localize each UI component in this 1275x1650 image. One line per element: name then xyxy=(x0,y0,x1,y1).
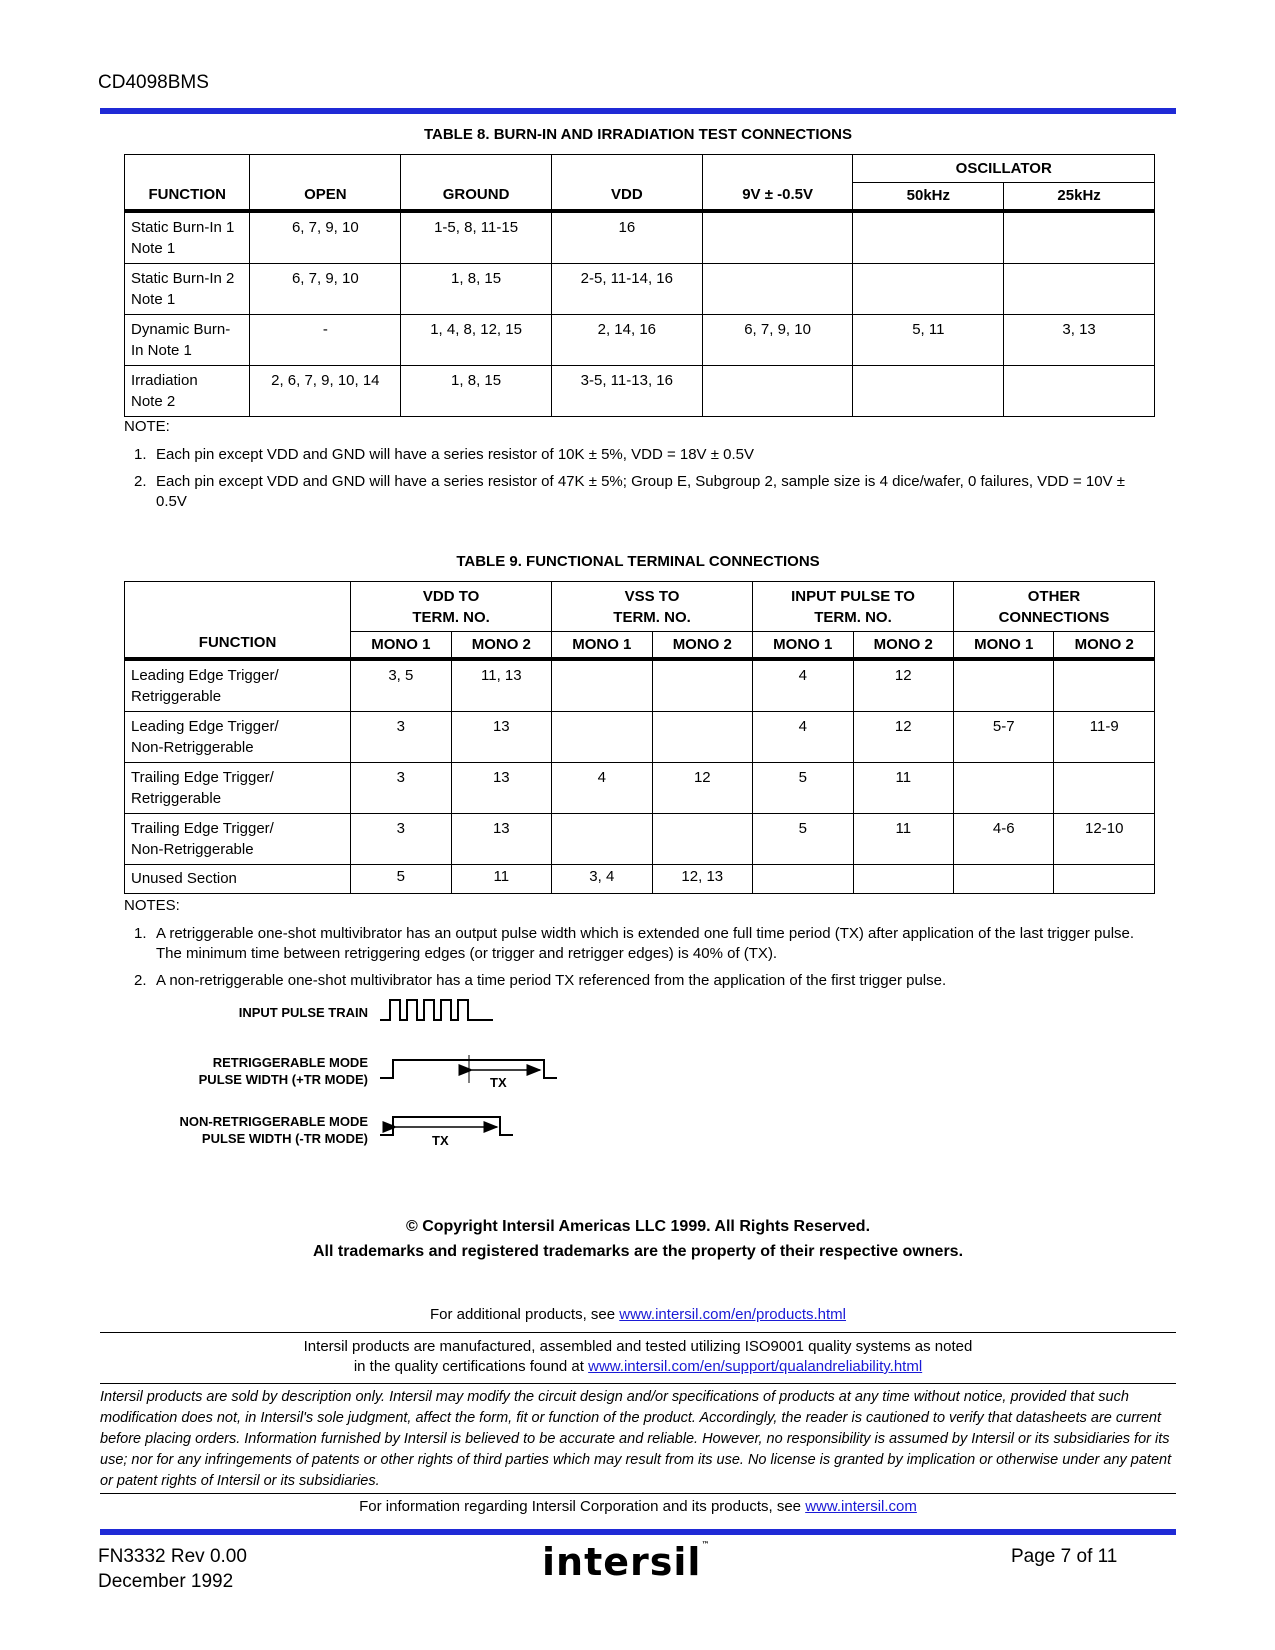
table9-cell-function: Unused Section xyxy=(125,864,351,893)
table9-title: TABLE 9. FUNCTIONAL TERMINAL CONNECTIONS xyxy=(456,553,820,570)
table9-cell: 11 xyxy=(853,762,953,813)
input-pulse-train-label: INPUT PULSE TRAIN xyxy=(238,1005,368,1020)
table8-cell-function: Dynamic Burn- In Note 1 xyxy=(125,314,250,365)
table8-note-2: Each pin except VDD and GND will have a series resistor of 47K ± 5%; Group E, Subgroup 2, sample size is 4 dice/wafer, 0 failures, VDD = 10V ± 0.5V xyxy=(156,473,1126,510)
table8-cell-50khz xyxy=(853,365,1004,416)
table9-header-mono2: MONO 2 xyxy=(853,632,953,659)
input-pulse-waveform xyxy=(380,1000,493,1020)
retrig-tx-label: TX xyxy=(490,1075,507,1090)
table-row xyxy=(125,365,1155,416)
table9-cell-function: Trailing Edge Trigger/ Retriggerable xyxy=(125,762,351,813)
page-number: Page 7 of 11 xyxy=(1011,1546,1118,1567)
table9-cell: 11 xyxy=(853,813,953,864)
table-row xyxy=(125,711,1155,762)
info-line: For information regarding Intersil Corporation and its products, see www.intersil.com xyxy=(359,1498,917,1515)
part-number: CD4098BMS xyxy=(98,72,209,93)
additional-products: For additional products, see www.intersil.com/en/products.html xyxy=(429,1306,847,1323)
table8-note-1: Each pin except VDD and GND will have a series resistor of 10K ± 5%, VDD = 18V ± 0.5V xyxy=(156,446,754,463)
table9-cell xyxy=(552,659,652,712)
table-row xyxy=(125,211,1155,264)
table8-cell-25khz: 3, 13 xyxy=(1004,314,1155,365)
table9-header-vss: VSS TO TERM. NO. xyxy=(552,582,753,632)
table9-cell: 3 xyxy=(351,813,451,864)
iso-statement: Intersil products are manufactured, assembled and tested utilizing ISO9001 quality systems as noted in the quality certifications found at www.intersil.com/en/support/qualandreliability.html xyxy=(303,1338,973,1375)
retriggerable-mode-label: RETRIGGERABLE MODE PULSE WIDTH (+TR MODE) xyxy=(198,1055,368,1087)
table8-cell-9v xyxy=(702,365,853,416)
table9-header-mono1: MONO 1 xyxy=(954,632,1054,659)
table-row xyxy=(125,864,1155,893)
table9-cell: 5-7 xyxy=(954,711,1054,762)
table8-cell-vdd: 3-5, 11-13, 16 xyxy=(551,365,702,416)
table9-cell: 3 xyxy=(351,762,451,813)
table9-cell: 5 xyxy=(351,864,451,893)
table8-header-open: OPEN xyxy=(250,155,401,211)
table8-header-ground: GROUND xyxy=(401,155,552,211)
table8-cell-function: Static Burn-In 1 Note 1 xyxy=(125,211,250,264)
table9-header-mono1: MONO 1 xyxy=(552,632,652,659)
table9-header-mono2: MONO 2 xyxy=(451,632,551,659)
table9-cell: 12 xyxy=(853,659,953,712)
table8-cell-function: Irradiation Note 2 xyxy=(125,365,250,416)
table8-note-2-number: 2. xyxy=(134,473,147,490)
table9-cell xyxy=(954,762,1054,813)
table9-cell: 3 xyxy=(351,711,451,762)
table8-header-25khz: 25kHz xyxy=(1004,183,1155,211)
table9-cell: 12 xyxy=(853,711,953,762)
table9-header-mono1: MONO 1 xyxy=(351,632,451,659)
table9-cell: 11-9 xyxy=(1054,711,1155,762)
table9-cell: 3, 5 xyxy=(351,659,451,712)
nonretrig-tx-label: TX xyxy=(432,1133,449,1148)
products-link[interactable]: www.intersil.com/en/products.html xyxy=(619,1306,847,1323)
copyright: © Copyright Intersil Americas LLC 1999. All Rights Reserved. xyxy=(405,1218,871,1235)
table8-cell-open: 6, 7, 9, 10 xyxy=(250,263,401,314)
table9-note-2-number: 2. xyxy=(134,972,147,989)
table9-cell-function: Trailing Edge Trigger/ Non-Retriggerable xyxy=(125,813,351,864)
table8-cell-vdd: 2, 14, 16 xyxy=(551,314,702,365)
non-retriggerable-mode-label: NON-RETRIGGERABLE MODE PULSE WIDTH (-TR MODE) xyxy=(179,1114,368,1146)
table9-cell: 5 xyxy=(753,762,853,813)
table9-header-other: OTHER CONNECTIONS xyxy=(954,582,1155,632)
doc-date: December 1992 xyxy=(98,1571,234,1592)
table8-cell-ground: 1, 8, 15 xyxy=(401,365,552,416)
table9-header-vdd: VDD TO TERM. NO. xyxy=(351,582,552,632)
table8-cell-50khz xyxy=(853,263,1004,314)
table9 xyxy=(124,581,1155,894)
table-row xyxy=(125,659,1155,712)
table9-cell: 13 xyxy=(451,711,551,762)
table9-cell: 4-6 xyxy=(954,813,1054,864)
footer-rule xyxy=(100,1493,1176,1494)
table8-cell-vdd: 16 xyxy=(551,211,702,264)
table9-cell: 5 xyxy=(753,813,853,864)
doc-number: FN3332 Rev 0.00 xyxy=(98,1546,247,1567)
table9-cell: 12 xyxy=(652,762,752,813)
table8-cell-25khz xyxy=(1004,211,1155,264)
table8-header-9v: 9V ± -0.5V xyxy=(702,155,853,211)
table9-cell xyxy=(1054,659,1155,712)
table8-cell-ground: 1-5, 8, 11-15 xyxy=(401,211,552,264)
table9-cell: 12, 13 xyxy=(652,864,752,893)
quality-link[interactable]: www.intersil.com/en/support/qualandreliability.html xyxy=(588,1358,923,1375)
table8-cell-open: 6, 7, 9, 10 xyxy=(250,211,401,264)
table9-note-heading: NOTES: xyxy=(124,897,180,914)
table-row xyxy=(125,314,1155,365)
table8-header-oscillator: OSCILLATOR xyxy=(853,155,1155,183)
table8-note-heading: NOTE: xyxy=(124,418,170,435)
timing-diagram xyxy=(370,990,570,1150)
table9-cell: 4 xyxy=(552,762,652,813)
intersil-link[interactable]: www.intersil.com xyxy=(805,1498,917,1515)
trademarks: All trademarks and registered trademarks are the property of their respective owners. xyxy=(312,1243,964,1260)
table8-cell-25khz xyxy=(1004,263,1155,314)
table9-cell xyxy=(954,864,1054,893)
table8-cell-vdd: 2-5, 11-14, 16 xyxy=(551,263,702,314)
table9-cell xyxy=(954,659,1054,712)
intersil-logo: intersil™ xyxy=(542,1540,711,1584)
table8-cell-ground: 1, 4, 8, 12, 15 xyxy=(401,314,552,365)
table8-cell-open: - xyxy=(250,314,401,365)
table9-note-1-number: 1. xyxy=(134,925,147,942)
table9-cell xyxy=(652,659,752,712)
table8-header-vdd: VDD xyxy=(551,155,702,211)
table9-cell: 13 xyxy=(451,813,551,864)
table9-cell xyxy=(1054,864,1155,893)
table9-cell: 13 xyxy=(451,762,551,813)
table8-cell-9v: 6, 7, 9, 10 xyxy=(702,314,853,365)
table9-note-1: A retriggerable one-shot multivibrator has an output pulse width which is extended one full time period (TX) after application of the last trigger pulse. The minimum time between retriggering edges (or trigger and retrigger edges) is 40% of (TX). xyxy=(156,925,1135,962)
table8-header-function: FUNCTION xyxy=(125,155,250,211)
table8-cell-open: 2, 6, 7, 9, 10, 14 xyxy=(250,365,401,416)
table8-cell-9v xyxy=(702,211,853,264)
table9-cell xyxy=(853,864,953,893)
table9-header-function: FUNCTION xyxy=(125,582,351,659)
table9-header-mono1: MONO 1 xyxy=(753,632,853,659)
table9-cell xyxy=(552,813,652,864)
table9-cell xyxy=(552,711,652,762)
table9-cell: 3, 4 xyxy=(552,864,652,893)
table9-cell xyxy=(652,711,752,762)
table8-title: TABLE 8. BURN-IN AND IRRADIATION TEST CONNECTIONS xyxy=(423,126,853,143)
table9-cell-function: Leading Edge Trigger/ Retriggerable xyxy=(125,659,351,712)
footer-bar xyxy=(100,1529,1176,1535)
table8-cell-ground: 1, 8, 15 xyxy=(401,263,552,314)
table8-note-1-number: 1. xyxy=(134,446,147,463)
table8-cell-25khz xyxy=(1004,365,1155,416)
table8-cell-50khz xyxy=(853,211,1004,264)
table9-note-2: A non-retriggerable one-shot multivibrator has a time period TX referenced from the application of the first trigger pulse. xyxy=(156,972,947,989)
table8-cell-function: Static Burn-In 2 Note 1 xyxy=(125,263,250,314)
table9-cell xyxy=(753,864,853,893)
footer-rule xyxy=(100,1383,1176,1384)
table9-cell xyxy=(1054,762,1155,813)
header-rule xyxy=(100,108,1176,114)
table9-cell: 4 xyxy=(753,711,853,762)
table8-header-50khz: 50kHz xyxy=(853,183,1004,211)
table9-header-input-pulse: INPUT PULSE TO TERM. NO. xyxy=(753,582,954,632)
table8-cell-50khz: 5, 11 xyxy=(853,314,1004,365)
table9-cell: 4 xyxy=(753,659,853,712)
table9-header-mono2: MONO 2 xyxy=(652,632,752,659)
table8-cell-9v xyxy=(702,263,853,314)
table9-cell: 11 xyxy=(451,864,551,893)
table9-cell xyxy=(652,813,752,864)
disclaimer: Intersil products are sold by description only. Intersil may modify the circuit design and/or specifications of products at any time without notice, provided that such modification does not, in Intersil's sole judgment, affect the form, fit or function of the product. Accordingly, the reader is cautioned to verify that datasheets are current before placing orders. Information furnished by Intersil is believed to be accurate and reliable. However, no responsibility is assumed by Intersil or its subsidiaries for its use; nor for any infringements of patents or other rights of third parties which may result from its use. No license is granted by implication or otherwise under any patent or patent rights of Intersil or its subsidiaries. xyxy=(100,1389,1172,1489)
table9-cell: 12-10 xyxy=(1054,813,1155,864)
footer-rule xyxy=(100,1332,1176,1333)
table-row xyxy=(125,813,1155,864)
table-row xyxy=(125,263,1155,314)
table9-cell: 11, 13 xyxy=(451,659,551,712)
table8 xyxy=(124,154,1155,417)
table-row xyxy=(125,762,1155,813)
table9-header-mono2: MONO 2 xyxy=(1054,632,1155,659)
table9-cell-function: Leading Edge Trigger/ Non-Retriggerable xyxy=(125,711,351,762)
